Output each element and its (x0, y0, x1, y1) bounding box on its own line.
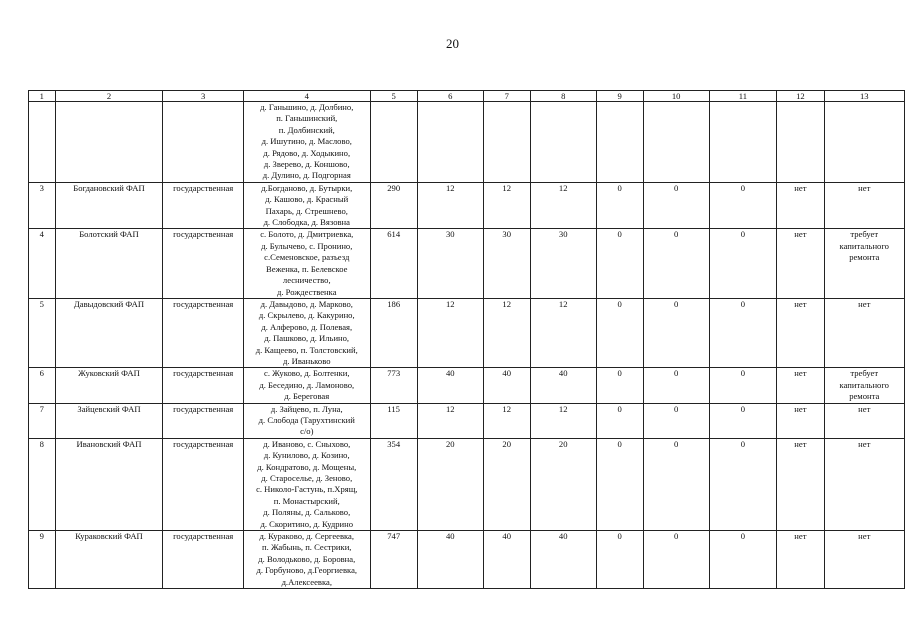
settlement-line: д. Володьково, д. Боровна, (258, 553, 356, 564)
settlement-line: с.Семеновское, разъезд (264, 252, 350, 263)
row-number: 8 (29, 438, 56, 530)
value-cell: 12 (530, 182, 596, 229)
ownership-type: государственная (163, 298, 244, 367)
value-cell (709, 102, 777, 183)
ownership-type: государственная (163, 182, 244, 229)
settlement-line: д. Береговая (284, 391, 330, 402)
value-cell: 12 (483, 403, 530, 438)
value-cell: 354 (370, 438, 417, 530)
settlements-cell (244, 182, 371, 229)
settlement-line: Веженка, п. Белевское (266, 263, 348, 274)
value-cell: 20 (483, 438, 530, 530)
settlement-line: д. Дулино, д. Подгорная (262, 170, 351, 181)
settlement-line: д. Кураково, д. Сергеевка, (259, 531, 355, 542)
column-number: 9 (596, 91, 643, 102)
ownership-type: государственная (163, 229, 244, 298)
column-number: 7 (483, 91, 530, 102)
table-row (29, 403, 905, 438)
condition-note: нет (824, 531, 904, 589)
settlement-line: с. Болото, д. Дмитриевка, (260, 229, 354, 240)
condition-note: требует капитального ремонта (824, 368, 904, 403)
column-number: 10 (643, 91, 709, 102)
settlement-line: д. Староселье, д. Зеново, (261, 473, 353, 483)
table-row (29, 368, 905, 403)
fap-name: Давыдовский ФАП (55, 298, 163, 367)
column-number: 12 (777, 91, 824, 102)
settlement-line: д. Иваново, с. Сныхово, (263, 438, 351, 449)
value-cell: 0 (709, 438, 777, 530)
settlement-line: д. Рождественка (277, 286, 337, 297)
table-row (29, 102, 905, 183)
settlements-cell (244, 298, 371, 367)
value-cell: 12 (417, 298, 483, 367)
column-number: 8 (530, 91, 596, 102)
ownership-type (163, 102, 244, 183)
value-cell: 186 (370, 298, 417, 367)
settlement-line: д. Ганьшино, д. Долбино, (260, 102, 354, 112)
value-cell: 0 (596, 403, 643, 438)
value-cell: нет (777, 368, 824, 403)
value-cell: 747 (370, 531, 417, 589)
settlement-line: д. Скрылево, д. Какурино, (258, 310, 355, 321)
value-cell: 773 (370, 368, 417, 403)
settlement-line: д. Горбуново, д.Георгиевка, (256, 565, 358, 576)
column-number-row (29, 91, 905, 102)
value-cell: нет (777, 298, 824, 367)
settlement-line: д. Скоритино, д. Кудрино (260, 518, 354, 529)
value-cell (483, 102, 530, 183)
value-cell: 30 (483, 229, 530, 298)
value-cell: 0 (596, 438, 643, 530)
settlement-line: д. Поляны, д. Сальково, (263, 507, 351, 518)
value-cell: 12 (483, 298, 530, 367)
value-cell: 0 (709, 368, 777, 403)
value-cell: 0 (643, 531, 709, 589)
value-cell: 0 (596, 368, 643, 403)
condition-note: нет (824, 403, 904, 438)
value-cell: 12 (417, 182, 483, 229)
value-cell: 12 (530, 298, 596, 367)
column-number: 3 (163, 91, 244, 102)
settlement-line: д. Беседино, д. Ламоново, (259, 379, 355, 390)
value-cell: 614 (370, 229, 417, 298)
row-number (29, 102, 56, 183)
value-cell: 0 (643, 368, 709, 403)
column-number: 6 (417, 91, 483, 102)
value-cell: 0 (596, 229, 643, 298)
value-cell: 40 (530, 368, 596, 403)
settlement-line: д. Ишутино, д. Маслово, (261, 136, 352, 147)
table-row (29, 229, 905, 298)
settlement-line: д. Слободка, д. Вязовна (263, 217, 350, 228)
value-cell: 40 (483, 368, 530, 403)
settlement-line: с. Жуково, д. Болтенки, (264, 368, 350, 379)
value-cell: нет (777, 182, 824, 229)
value-cell: нет (777, 438, 824, 530)
value-cell: нет (777, 531, 824, 589)
value-cell: 0 (643, 438, 709, 530)
column-number: 1 (29, 91, 56, 102)
value-cell: 0 (709, 182, 777, 229)
value-cell: 40 (417, 368, 483, 403)
settlement-line: д. Кашово, д. Красный (265, 194, 349, 205)
settlements-cell (244, 438, 371, 530)
fap-name (55, 102, 163, 183)
row-number: 6 (29, 368, 56, 403)
column-number: 2 (55, 91, 163, 102)
value-cell: 0 (709, 403, 777, 438)
value-cell: 30 (530, 229, 596, 298)
value-cell: 0 (596, 531, 643, 589)
fap-name: Богдановский ФАП (55, 182, 163, 229)
column-number: 4 (244, 91, 371, 102)
table-row (29, 531, 905, 589)
value-cell: 0 (709, 531, 777, 589)
value-cell: 290 (370, 182, 417, 229)
value-cell: 0 (596, 182, 643, 229)
settlement-line: д. Слобода (Тарухтинский (258, 414, 355, 425)
settlements-cell (244, 229, 371, 298)
value-cell (417, 102, 483, 183)
settlement-line: д. Алферово, д. Полевая, (261, 321, 353, 332)
value-cell: 20 (417, 438, 483, 530)
row-number: 5 (29, 298, 56, 367)
value-cell: 12 (530, 403, 596, 438)
value-cell: 12 (483, 182, 530, 229)
fap-name: Зайцевский ФАП (55, 403, 163, 438)
value-cell: 12 (417, 403, 483, 438)
fap-name: Кураковский ФАП (55, 531, 163, 589)
fap-name: Жуковский ФАП (55, 368, 163, 403)
value-cell: нет (777, 229, 824, 298)
column-number: 5 (370, 91, 417, 102)
settlement-line: Пахарь, д. Стрешнево, (265, 205, 348, 216)
settlements-cell (244, 531, 371, 589)
table-row (29, 298, 905, 367)
fap-name: Болотский ФАП (55, 229, 163, 298)
ownership-type: государственная (163, 531, 244, 589)
value-cell (777, 102, 824, 183)
condition-note (824, 102, 904, 183)
settlement-line: п. Долбинский, (278, 124, 335, 135)
value-cell: 0 (596, 298, 643, 367)
settlement-line: д. Зайцево, п. Луна, (270, 403, 343, 414)
row-number: 9 (29, 531, 56, 589)
settlements-cell (244, 368, 371, 403)
settlement-line: лесничество, (282, 275, 331, 286)
value-cell: 0 (643, 298, 709, 367)
fap-name: Ивановский ФАП (55, 438, 163, 530)
page-number: 20 (446, 36, 459, 51)
value-cell: нет (777, 403, 824, 438)
value-cell: 0 (643, 182, 709, 229)
fap-table (28, 90, 905, 589)
value-cell: 30 (417, 229, 483, 298)
settlements-cell (244, 403, 371, 438)
row-number: 4 (29, 229, 56, 298)
value-cell: 0 (643, 229, 709, 298)
value-cell: 0 (643, 403, 709, 438)
condition-note: нет (824, 438, 904, 530)
condition-note: нет (824, 298, 904, 367)
settlement-line: д. Кондратово, д. Мощены, (257, 461, 357, 472)
settlement-line: д. Зверево, д. Коншово, (263, 159, 350, 170)
condition-note: требует капитального ремонта (824, 229, 904, 298)
settlement-line: п. Ганьшинский, (276, 113, 338, 124)
value-cell: 115 (370, 403, 417, 438)
table-row (29, 182, 905, 229)
settlement-line: с/о) (300, 426, 314, 437)
value-cell (643, 102, 709, 183)
settlement-line: д.Богданово, д. Бутырки, (261, 182, 353, 193)
row-number: 3 (29, 182, 56, 229)
column-number: 13 (824, 91, 904, 102)
settlement-line: д. Рядово, д. Ходыкино, (263, 147, 351, 158)
settlement-line: д. Пашково, д. Ильино, (264, 333, 350, 344)
settlement-line: п. Монастырский, (273, 495, 340, 506)
settlement-line: д. Кунилово, д. Козино, (263, 450, 350, 461)
value-cell: 20 (530, 438, 596, 530)
value-cell (530, 102, 596, 183)
value-cell: 0 (709, 298, 777, 367)
settlement-line: д. Булычево, с. Пронино, (261, 240, 353, 251)
column-number: 11 (709, 91, 777, 102)
settlement-line: д.Алексеевка, (281, 576, 332, 587)
settlement-line: д. Кащеево, п. Толстовский, (255, 344, 358, 355)
settlement-line: с. Николо-Гастунь, п.Хрящ, (256, 484, 358, 495)
value-cell (596, 102, 643, 183)
settlement-line: д. Иваньково (283, 355, 331, 366)
condition-note: нет (824, 182, 904, 229)
settlement-line: п. Жабынь, п. Сестрики, (262, 542, 352, 553)
value-cell: 40 (530, 531, 596, 589)
settlements-cell (244, 102, 371, 183)
ownership-type: государственная (163, 368, 244, 403)
value-cell: 0 (709, 229, 777, 298)
settlement-line: д. Давыдово, д. Марково, (260, 298, 353, 309)
table-row (29, 438, 905, 530)
ownership-type: государственная (163, 403, 244, 438)
value-cell: 40 (417, 531, 483, 589)
row-number: 7 (29, 403, 56, 438)
value-cell: 40 (483, 531, 530, 589)
ownership-type: государственная (163, 438, 244, 530)
value-cell (370, 102, 417, 183)
